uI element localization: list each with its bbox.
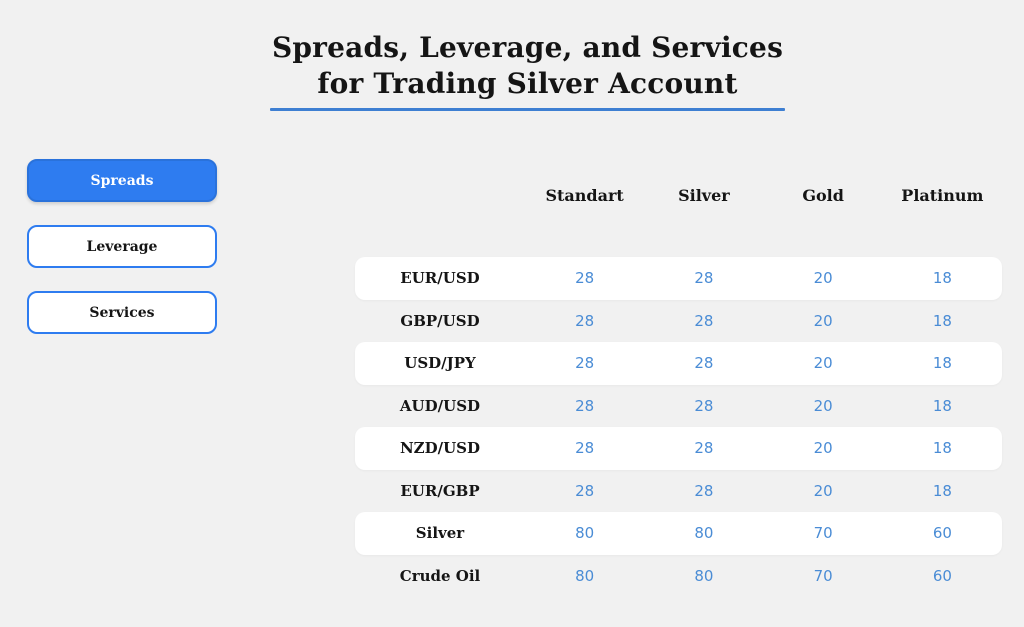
table-row [355,470,1002,513]
row-label: Crude Oil [399,566,481,585]
cell-value: 18 [932,269,952,288]
sidebar-tab-leverage[interactable]: Leverage [27,225,217,268]
cell-value: 20 [813,439,833,458]
table-body [355,257,1002,597]
table-header-row [355,183,1002,207]
row-label: AUD/USD [399,396,481,415]
row-label: EUR/USD [400,269,480,288]
table-row [355,555,1002,598]
row-label: NZD/USD [399,439,481,458]
cell-value: 28 [575,269,595,288]
page-title-line1: Spreads, Leverage, and Services [271,31,784,64]
cell-value: 28 [575,354,595,373]
cell-value: 70 [813,524,833,543]
cell-value: 80 [575,524,595,543]
cell-value: 28 [694,439,714,458]
sidebar-tab-services[interactable]: Services [27,291,217,334]
cell-value: 28 [575,396,595,415]
cell-value: 28 [694,481,714,500]
cell-value: 28 [575,481,595,500]
cell-value: 60 [932,566,952,585]
cell-value: 20 [813,396,833,415]
cell-value: 70 [813,566,833,585]
table-row [355,257,1002,300]
cell-value: 28 [694,311,714,330]
cell-value: 20 [813,269,833,288]
cell-value: 18 [932,481,952,500]
row-label: GBP/USD [400,311,480,330]
column-header-standart: Standart [545,185,624,205]
cell-value: 18 [932,439,952,458]
cell-value: 20 [813,481,833,500]
table-row [355,512,1002,555]
row-label: USD/JPY [404,354,476,373]
column-header-platinum: Platinum [901,185,984,205]
table-row [355,342,1002,385]
sidebar [27,159,217,357]
cell-value: 18 [932,354,952,373]
table-row [355,385,1002,428]
page-title [270,30,785,102]
cell-value: 60 [932,524,952,543]
cell-value: 20 [813,354,833,373]
sidebar-tab-spreads[interactable]: Spreads [27,159,217,202]
row-label: Silver [415,524,465,543]
page-header [270,30,785,111]
cell-value: 28 [694,269,714,288]
cell-value: 80 [694,524,714,543]
cell-value: 28 [575,439,595,458]
spreads-table [355,183,1002,597]
column-header-silver: Silver [678,185,730,205]
title-underline [270,108,785,111]
row-label: EUR/GBP [400,481,480,500]
cell-value: 80 [575,566,595,585]
column-header-gold: Gold [802,185,844,205]
cell-value: 28 [694,396,714,415]
cell-value: 28 [575,311,595,330]
cell-value: 18 [932,396,952,415]
cell-value: 20 [813,311,833,330]
cell-value: 28 [694,354,714,373]
cell-value: 18 [932,311,952,330]
table-row [355,427,1002,470]
page-title-line2: for Trading Silver Account [317,67,738,100]
cell-value: 80 [694,566,714,585]
table-row [355,300,1002,343]
